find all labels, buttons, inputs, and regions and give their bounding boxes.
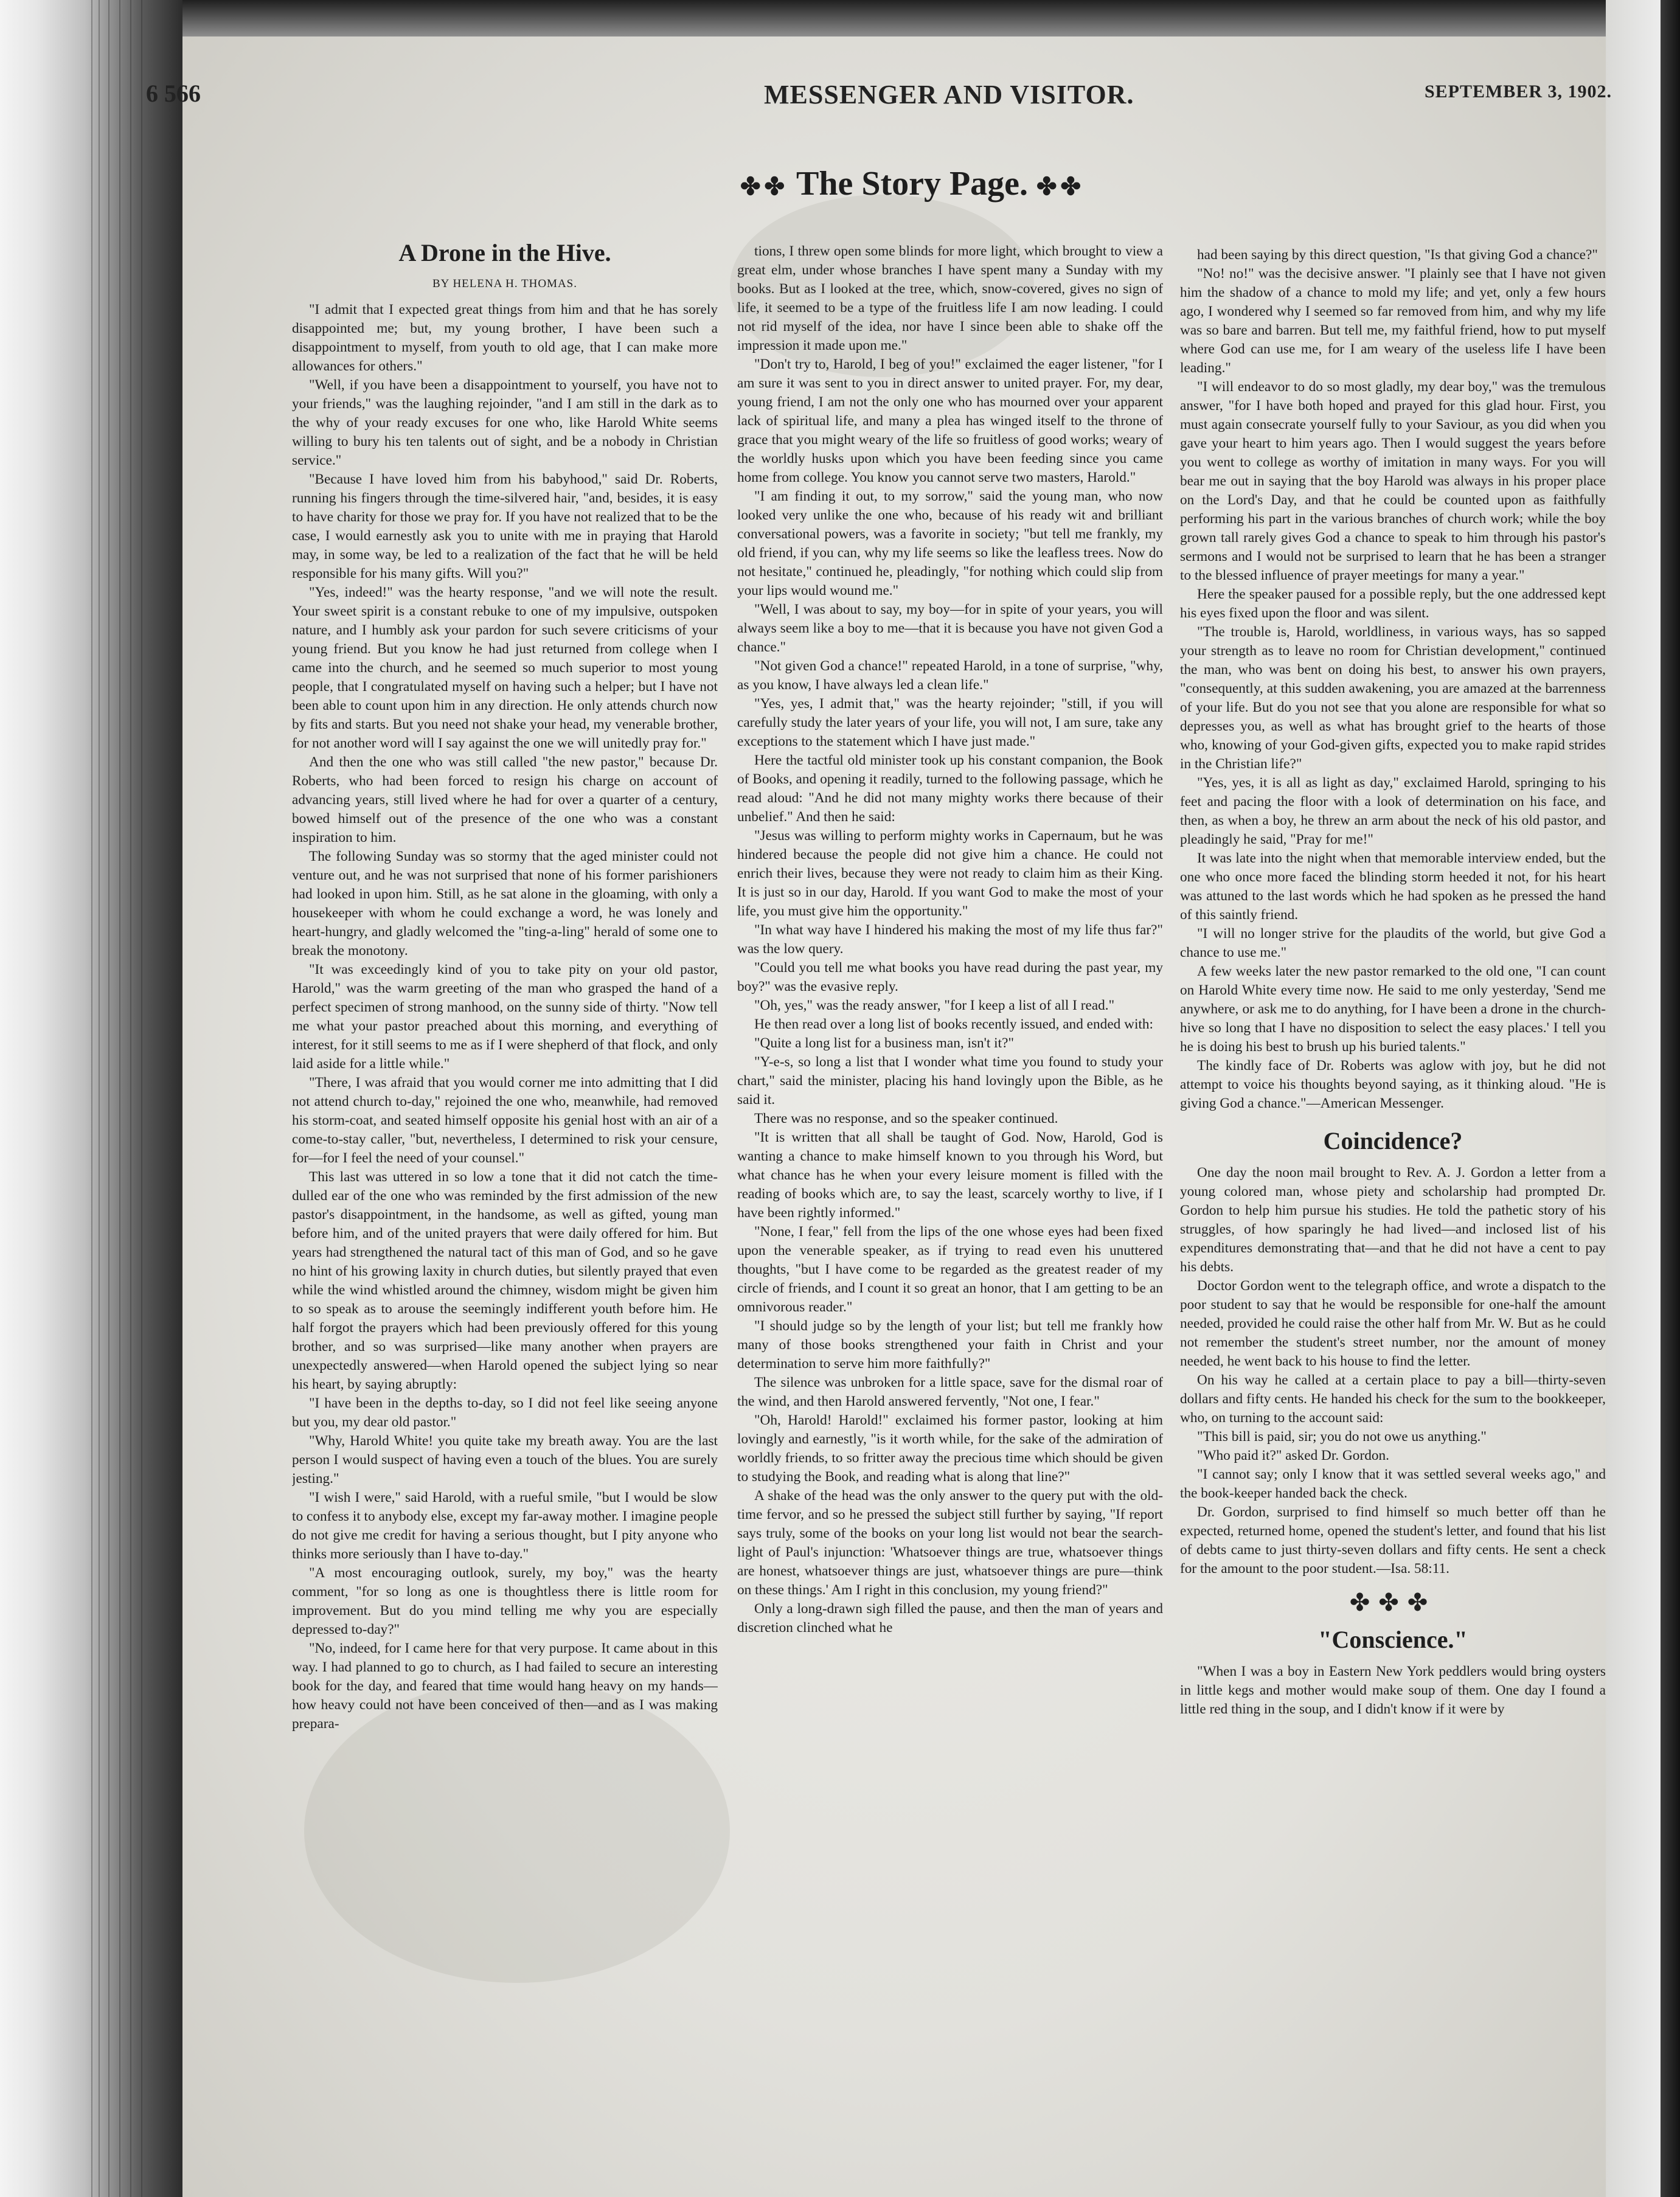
paragraph: Only a long-drawn sigh filled the pause, and then the man of years and discretion clinched what he bbox=[737, 1601, 1163, 1636]
paragraph: "Oh, yes," was the ready answer, "for I keep a list of all I read." bbox=[754, 998, 1115, 1013]
paragraph: "Could you tell me what books you have read during the past year, my boy?" was the evasive reply. bbox=[737, 960, 1163, 994]
adjacent-page-edge bbox=[1606, 0, 1661, 2197]
paragraph: "I will endeavor to do so most gladly, my dear boy," was the tremulous answer, "for I have both hoped and prayed for this glad hour. First, you must again consecrate yourself fully to your Saviour, as you did when you gave your heart to him years ago. Then I would suggest the years before you went to college as worthy of imitation in many ways. For you will bear me out in saying that the boy Harold was always in his proper place on the Lord's Day, and that he could be counted upon as faithfully performing his part in the various branches of church work; while the boy grown tall rarely gives God a chance to speak to him through his pastor's sermons and I would not be surprised to learn that he has been a stranger to the blessed influence of prayer meetings for many a year." bbox=[1180, 379, 1606, 583]
paragraph: One day the noon mail brought to Rev. A. J. Gordon a letter from a young colored man, whose piety and scholarship had prompted Dr. Gordon to help him pursue his studies. He told the pathetic story of his struggles, of how sparingly he had lived—and inclosed list of his expenditures demonstrating that—and that he did not have a cent to pay his debts. bbox=[1180, 1165, 1606, 1275]
paragraph: A shake of the head was the only answer to the query put with the old-time fervor, and so he pressed the subject still further by saying, "If report says truly, some of the books on your long list would not bear the search-light of Paul's injunction: 'Whatsoever things are true, whatsoever things are honest, whatsoever things are just, whatsoever things are pure—think on these things.' Am I right in this conclusion, my young friend?" bbox=[737, 1488, 1163, 1598]
paragraph: And then the one who was still called "the new pastor," because Dr. Roberts, who had been forced to resign his charge on account of advancing years, still lived where he had for over a quarter of a century, bowed himself out of the presence of the one who was a constant inspiration to him. bbox=[292, 754, 718, 845]
ornament-left: ✤✤ bbox=[740, 173, 788, 200]
page-header bbox=[146, 79, 1612, 128]
paragraph: "I should judge so by the length of your list; but tell me frankly how many of those books strengthened your faith in Christ and your determination to serve him more faithfully?" bbox=[737, 1318, 1163, 1372]
paragraph: "I will no longer strive for the plaudits of the world, but give God a chance to use me." bbox=[1180, 926, 1606, 960]
paragraph: "Because I have loved him from his babyhood," said Dr. Roberts, running his fingers through the time-silvered hair, "and, besides, it is easy to have charity for those we pray for. If you have not realized that to be the case, I would earnestly ask you to unite with me in praying that Harold may, in some way, be led to a realization of the fact that he will be held responsible for his many gifts. Will you?" bbox=[292, 471, 718, 581]
page-number: 6 566 bbox=[146, 80, 201, 107]
paragraph: "I wish I were," said Harold, with a rueful smile, "but I would be slow to confess it to anybody else, except my far-away mother. I imagine people do not give me credit for having a serious thought, but I pity anyone who thinks more seriously than I have to-day." bbox=[292, 1490, 718, 1562]
paragraph: He then read over a long list of books recently issued, and ended with: bbox=[754, 1016, 1154, 1032]
paragraph: Here the speaker paused for a possible reply, but the one addressed kept his eyes fixed upon the floor and was silent. bbox=[1180, 586, 1606, 621]
paragraph: The kindly face of Dr. Roberts was aglow with joy, but he did not attempt to voice his thoughts beyond saying, as it thinking aloud. "He is giving God a chance."—American Messenger. bbox=[1180, 1058, 1606, 1111]
paragraph: "Well, if you have been a disappointment to yourself, you have not to your friends," was the laughing rejoinder, "and I am still in the dark as to the why of your ready excuses for one who, like Harold White seems willing to bury his ten talents out of sight, and be a nobody in Christian service." bbox=[292, 377, 718, 468]
paragraph: "Quite a long list for a business man, isn't it?" bbox=[754, 1035, 1014, 1051]
book-binding-shadow bbox=[0, 0, 182, 2197]
paragraph: "None, I fear," fell from the lips of the one whose eyes had been fixed upon the venerable speaker, as if trying to read even his unuttered thoughts, "but I have come to be regarded as the greatest reader of my circle of friends, and I count it so great an honor, that I am getting to be an omnivorous reader." bbox=[737, 1224, 1163, 1315]
text-column-1 bbox=[292, 243, 718, 2171]
paragraph: "Y-e-s, so long a list that I wonder what time you found to study your chart," said the minister, placing his hand lovingly upon the Bible, as he said it. bbox=[737, 1054, 1163, 1108]
newspaper-title: MESSENGER AND VISITOR. bbox=[764, 80, 1134, 109]
paragraph: "Yes, yes, it is all as light as day," exclaimed Harold, springing to his feet and pacing the floor with a look of determination on his face, and then, as when a boy, he threw an arm about the neck of his old pastor, and pleadingly he said, "Pray for me!" bbox=[1180, 775, 1606, 847]
paragraph: "Not given God a chance!" repeated Harold, in a tone of surprise, "why, as you know, I have always led a clean life." bbox=[737, 658, 1163, 693]
paragraph: "A most encouraging outlook, surely, my boy," was the hearty comment, "for so long as one is thoughtless there is little room for improvement. But do you mind telling me why you are especially depressed to-day?" bbox=[292, 1565, 718, 1637]
right-edge-shadow bbox=[1661, 0, 1680, 2197]
paragraph: "Well, I was about to say, my boy—for in spite of your years, you will always seem like a boy to me—that it is because you have not given God a chance." bbox=[737, 602, 1163, 655]
paragraph: "The trouble is, Harold, worldliness, in various ways, has so sapped your strength as to leave no room for Christian development," continued the man, who was bent on doing his best, to answer his own prayers, "consequently, at this sudden awakening, you are amazed at the barrenness of your life. But do you not see that you alone are responsible for what so depresses you, as well as what has brought grief to the hearts of those who, knowing of your God-given gifts, expected you to make rapid strides in the Christian life?" bbox=[1180, 624, 1606, 772]
issue-date: SEPTEMBER 3, 1902. bbox=[1424, 82, 1612, 102]
paragraph: On his way he called at a certain place to pay a bill—thirty-seven dollars and fifty cents. He handed his check for the sum to the bookkeeper, who, on turning to the account said: bbox=[1180, 1372, 1606, 1426]
paragraph: "Why, Harold White! you quite take my breath away. You are the last person I would suspect of having even a touch of the blues. You are surely jesting." bbox=[292, 1433, 718, 1487]
paragraph: "Yes, yes, I admit that," was the hearty rejoinder; "still, if you will carefully study the later years of your life, you will not, I am sure, take any exceptions to the statement which I have just made." bbox=[737, 696, 1163, 749]
paragraph: "I am finding it out, to my sorrow," said the young man, who now looked very unlike the one who, because of his ready wit and brilliant conversational powers, was a favorite in society; "but tell me frankly, my old friend, if you can, why my life seems so like the leafless trees. Now do not hesitate," continued he, pleadingly, "for nothing which could slip from your lips would wound me." bbox=[737, 488, 1163, 599]
conscience-title: "Conscience." bbox=[1318, 1626, 1468, 1653]
paragraph: "I cannot say; only I know that it was settled several weeks ago," and the book-keeper handed back the check. bbox=[1180, 1466, 1606, 1501]
paragraph: "It is written that all shall be taught of God. Now, Harold, God is wanting a chance to make himself known to you through his Word, but what chance has he when your every leisure moment is filled with the reading of books which are, to say the least, scarcely worthy to live, if I have been rightly informed." bbox=[737, 1130, 1163, 1221]
article-title: A Drone in the Hive. bbox=[398, 243, 611, 266]
paragraph: "I have been in the depths to-day, so I did not feel like seeing anyone but you, my dear old pastor." bbox=[292, 1395, 718, 1430]
coincidence-title: Coincidence? bbox=[1323, 1127, 1463, 1154]
ornament-separator: ✤✤✤ bbox=[1349, 1589, 1437, 1616]
paragraph: "Oh, Harold! Harold!" exclaimed his former pastor, looking at him lovingly and earnestly, "is it worth while, for the sake of the admiration of worldly friends, to so fritter away the precious time which should be given to studying the Book, and reading what is along that line?" bbox=[737, 1412, 1163, 1485]
top-edge-shadow bbox=[182, 0, 1661, 36]
section-title: The Story Page. bbox=[796, 165, 1029, 203]
paragraph: "No, indeed, for I came here for that very purpose. It came about in this way. I had planned to go to church, as I had failed to secure an interesting book for the day, and feared that time would hang heavy on my hands—how heavy could not have been conceived of then—and as I was making prepara- bbox=[292, 1640, 718, 1732]
paragraph: This last was uttered in so low a tone that it did not catch the time-dulled ear of the one who was reminded by the first admission of the new pastor's disappointment, in the handsome, as well as gifted, young man before him, and of the united prayers that were daily offered for him. But years had strengthened the natural tact of this man of God, and so he gave no hint of his growing laxity in church duties, but silently prayed that even while the wind whistled around the chimney, wisdom might be given him to so speak as to arouse the seemingly indifferent youth before him. He half forgot the prayers which had been previously offered for this young brother, and so was surprised—like many another when prayers are unexpectedly answered—when Harold opened the subject lying so near his heart, by saying abruptly: bbox=[292, 1169, 718, 1392]
paragraph: Doctor Gordon went to the telegraph office, and wrote a dispatch to the poor student to say that he would be responsible for one-half the amount needed, provided he could raise the other half from Mr. W. But as he could not remember the student's street number, nor the amount of money needed, he went back to his house to find the letter. bbox=[1180, 1278, 1606, 1369]
paragraph: The following Sunday was so stormy that the aged minister could not venture out, and he was not surprised that none of his former parishioners had looked in upon him. Still, as he sat alone in the gloaming, with only a housekeeper with whom he could exchange a word, he was lonely and heart-hungry, and gladly welcomed the "ting-a-ling" herald of some one to break the monotony. bbox=[292, 849, 718, 959]
paragraph: Here the tactful old minister took up his constant companion, the Book of Books, and opening it readily, turned to the following passage, which he read aloud: "And he did not many mighty works there because of their unbelief." And then he said: bbox=[737, 752, 1163, 825]
paragraph: "No! no!" was the decisive answer. "I plainly see that I have not given him the shadow of a chance to mold my life; and yet, only a few hours ago, I wondered why I seemed so far removed from him, and why my life was so bare and barren. But tell me, my faithful friend, how to put myself where God can use me, for I am weary of the useless life I have been leading." bbox=[1180, 266, 1606, 376]
paragraph: The silence was unbroken for a little space, save for the dismal roar of the wind, and then Harold answered fervently, "Not one, I fear." bbox=[737, 1375, 1163, 1409]
article-byline: BY HELENA H. THOMAS. bbox=[432, 277, 577, 290]
paragraph: It was late into the night when that memorable interview ended, but the one who once more faced the blinding storm heeded it not, for his heart was attuned to the last words which he had spoken as he pressed the hand of this saintly friend. bbox=[1180, 850, 1606, 923]
paragraph: Dr. Gordon, surprised to find himself so much better off than he expected, returned home, opened the student's letter, and found that his list of debts came to just thirty-seven dollars and fifty cents. He sent a check for the amount to the poor student.—Isa. 58:11. bbox=[1180, 1504, 1606, 1577]
paragraph: "There, I was afraid that you would corner me into admitting that I did not attend church to-day," rejoined the one who, meanwhile, had removed his storm-coat, and seated himself opposite his genial host with an air of a come-to-stay caller, "but, nevertheless, I determined to risk your censure, for—for I feel the need of your counsel." bbox=[292, 1075, 718, 1166]
paragraph: had been saying by this direct question, "Is that giving God a chance?" bbox=[1197, 247, 1598, 263]
paragraph: "Yes, indeed!" was the hearty response, "and we will note the result. Your sweet spirit is a constant rebuke to one of my impulsive, outspoken nature, and I humbly ask your pardon for such severe criticisms of your young friend. But you know he had just returned from college when I came into the church, and he seemed so much superior to most young people, that I congratulated myself on having such a helper; but I have not been able to count upon him in any direction. He only attends church now by fits and starts. But you need not shake your head, my venerable brother, for not another word will I say against the one we will unitedly pray for." bbox=[292, 585, 718, 751]
paragraph: "Who paid it?" asked Dr. Gordon. bbox=[1197, 1448, 1389, 1463]
paragraph: "Jesus was willing to perform mighty works in Capernaum, but he was hindered because the people did not give him a chance. He could not enrich their lives, because they were not ready to claim him as their King. It is just so in our day, Harold. If you want God to make the most of your life, you must give him the opportunity." bbox=[737, 828, 1163, 919]
paragraph: "I admit that I expected great things from him and that he has sorely disappointed me; but, my young brother, I have been such a disappointment to myself, from youth to old age, that I can make more allowances for others." bbox=[292, 302, 718, 374]
paragraph: There was no response, and so the speaker continued. bbox=[754, 1111, 1058, 1126]
text-column-3 bbox=[1180, 246, 1606, 2174]
paragraph: tions, I threw open some blinds for more light, which brought to view a great elm, under whose branches I have spent many a Sunday with my books. But as I looked at the tree, which, snow-covered, gives no sign of life, it seemed to be a type of the fruitless life I am now leading. I could not rid myself of the idea, nor have I since been able to shake off the impression it made upon me." bbox=[737, 243, 1163, 353]
paragraph: "In what way have I hindered his making the most of my life thus far?" was the low query. bbox=[737, 922, 1163, 957]
paragraph: "When I was a boy in Eastern New York peddlers would bring oysters in little kegs and mother would make soup of them. One day I found a little red thing in the soup, and I didn't know if it were by bbox=[1180, 1664, 1606, 1717]
paragraph: "It was exceedingly kind of you to take pity on your old pastor, Harold," was the warm greeting of the man who grasped the hand of a perfect specimen of strong manhood, on the sunny side of thirty. "Now tell me what your pastor preached about this morning, and everything of interest, for it still seems to me as if I were shepherd of that flock, and only laid aside for a little while." bbox=[292, 962, 718, 1072]
ornament-right: ✤✤ bbox=[1036, 173, 1085, 200]
paragraph: "This bill is paid, sir; you do not owe us anything." bbox=[1197, 1429, 1487, 1445]
section-heading bbox=[730, 164, 1095, 203]
paragraph: "Don't try to, Harold, I beg of you!" exclaimed the eager listener, "for I am sure it was sent to you in direct answer to united prayer. For, my dear, young friend, I am not the only one who has mourned over your apparent lack of spiritual life, and many a plea has winged itself to the throne of grace that you might weary of the life so fruitless of good works; weary of the worldly husks upon which you have been feeding since you came home from college. You know you cannot serve two masters, Harold." bbox=[737, 356, 1163, 485]
text-column-2 bbox=[737, 242, 1163, 2170]
paragraph: A few weeks later the new pastor remarked to the old one, "I can count on Harold White every time now. He said to me only yesterday, 'Send me anywhere, or ask me to do anything, for I have been a drone in the church-hive so long that I have no disposition to select the easy places.' I tell you he is doing his best to brush up his buried talents." bbox=[1180, 963, 1606, 1055]
